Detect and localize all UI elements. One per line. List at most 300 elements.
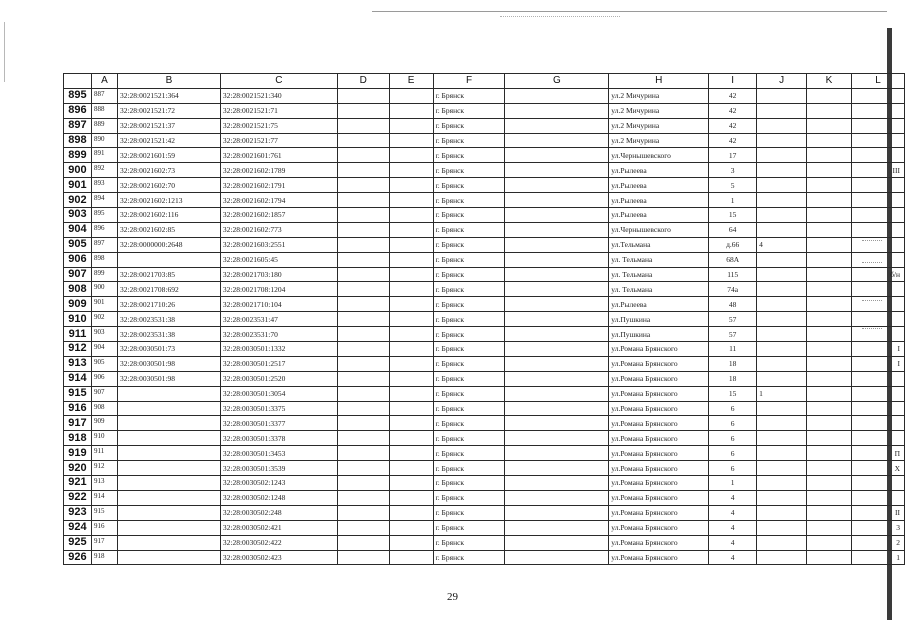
cell-c[interactable]: 32:28:0030502:1248 bbox=[220, 490, 337, 505]
cell-d[interactable] bbox=[337, 178, 389, 193]
cell-j[interactable] bbox=[757, 193, 807, 208]
cell-f[interactable]: г. Брянск bbox=[433, 476, 505, 491]
cell-a[interactable]: 898 bbox=[91, 252, 117, 267]
cell-a[interactable]: 897 bbox=[91, 237, 117, 252]
cell-a[interactable]: 914 bbox=[91, 490, 117, 505]
cell-j[interactable] bbox=[757, 312, 807, 327]
cell-j[interactable] bbox=[757, 222, 807, 237]
cell-e[interactable] bbox=[389, 148, 433, 163]
cell-l[interactable] bbox=[851, 401, 904, 416]
cell-g[interactable] bbox=[505, 342, 609, 357]
cell-d[interactable] bbox=[337, 208, 389, 223]
cell-b[interactable] bbox=[117, 252, 220, 267]
cell-e[interactable] bbox=[389, 193, 433, 208]
cell-g[interactable] bbox=[505, 461, 609, 476]
cell-a[interactable]: 907 bbox=[91, 386, 117, 401]
cell-e[interactable] bbox=[389, 222, 433, 237]
cell-c[interactable]: 32:28:0021521:340 bbox=[220, 88, 337, 103]
cell-l[interactable] bbox=[851, 386, 904, 401]
cell-k[interactable] bbox=[807, 118, 852, 133]
cell-b[interactable] bbox=[117, 520, 220, 535]
row-number[interactable]: 900 bbox=[64, 163, 92, 178]
cell-b[interactable]: 32:28:0021521:37 bbox=[117, 118, 220, 133]
cell-i[interactable]: 3 bbox=[709, 163, 757, 178]
cell-f[interactable]: г. Брянск bbox=[433, 461, 505, 476]
cell-d[interactable] bbox=[337, 550, 389, 565]
cell-j[interactable] bbox=[757, 461, 807, 476]
cell-d[interactable] bbox=[337, 342, 389, 357]
cell-c[interactable]: 32:28:0030502:1243 bbox=[220, 476, 337, 491]
cell-j[interactable]: 4 bbox=[757, 237, 807, 252]
cell-e[interactable] bbox=[389, 386, 433, 401]
cell-e[interactable] bbox=[389, 401, 433, 416]
cell-l[interactable]: II bbox=[851, 505, 904, 520]
cell-b[interactable]: 32:28:0021602:116 bbox=[117, 208, 220, 223]
cell-c[interactable]: 32:28:0030502:423 bbox=[220, 550, 337, 565]
cell-i[interactable]: д.66 bbox=[709, 237, 757, 252]
cell-f[interactable]: г. Брянск bbox=[433, 342, 505, 357]
cell-i[interactable]: 6 bbox=[709, 416, 757, 431]
row-number[interactable]: 924 bbox=[64, 520, 92, 535]
cell-l[interactable] bbox=[851, 312, 904, 327]
cell-d[interactable] bbox=[337, 327, 389, 342]
cell-j[interactable] bbox=[757, 118, 807, 133]
cell-d[interactable] bbox=[337, 148, 389, 163]
cell-f[interactable]: г. Брянск bbox=[433, 178, 505, 193]
cell-e[interactable] bbox=[389, 446, 433, 461]
cell-b[interactable]: 32:28:0021601:59 bbox=[117, 148, 220, 163]
cell-i[interactable]: 115 bbox=[709, 267, 757, 282]
row-number[interactable]: 916 bbox=[64, 401, 92, 416]
cell-j[interactable] bbox=[757, 476, 807, 491]
cell-f[interactable]: г. Брянск bbox=[433, 327, 505, 342]
cell-g[interactable] bbox=[505, 550, 609, 565]
cell-e[interactable] bbox=[389, 163, 433, 178]
cell-i[interactable]: 4 bbox=[709, 535, 757, 550]
cell-h[interactable]: ул.Рылеева bbox=[609, 208, 709, 223]
column-header[interactable]: J bbox=[757, 74, 807, 89]
cell-b[interactable] bbox=[117, 401, 220, 416]
cell-g[interactable] bbox=[505, 237, 609, 252]
cell-i[interactable]: 4 bbox=[709, 520, 757, 535]
cell-d[interactable] bbox=[337, 312, 389, 327]
cell-h[interactable]: ул.2 Мичурина bbox=[609, 133, 709, 148]
cell-k[interactable] bbox=[807, 386, 852, 401]
cell-i[interactable]: 6 bbox=[709, 431, 757, 446]
cell-a[interactable]: 893 bbox=[91, 178, 117, 193]
cell-d[interactable] bbox=[337, 103, 389, 118]
row-number[interactable]: 921 bbox=[64, 476, 92, 491]
cell-b[interactable]: 32:28:0021602:1213 bbox=[117, 193, 220, 208]
cell-g[interactable] bbox=[505, 371, 609, 386]
cell-f[interactable]: г. Брянск bbox=[433, 118, 505, 133]
cell-b[interactable]: 32:28:0023531:38 bbox=[117, 312, 220, 327]
cell-f[interactable]: г. Брянск bbox=[433, 312, 505, 327]
corner-cell[interactable] bbox=[64, 74, 92, 89]
cell-a[interactable]: 908 bbox=[91, 401, 117, 416]
cell-h[interactable]: ул.Рылеева bbox=[609, 297, 709, 312]
cell-d[interactable] bbox=[337, 252, 389, 267]
cell-e[interactable] bbox=[389, 118, 433, 133]
cell-h[interactable]: ул.Пушкина bbox=[609, 312, 709, 327]
cell-g[interactable] bbox=[505, 505, 609, 520]
cell-c[interactable]: 32:28:0030502:248 bbox=[220, 505, 337, 520]
row-number[interactable]: 901 bbox=[64, 178, 92, 193]
cell-c[interactable]: 32:28:0021521:75 bbox=[220, 118, 337, 133]
cell-e[interactable] bbox=[389, 312, 433, 327]
cell-f[interactable]: г. Брянск bbox=[433, 401, 505, 416]
cell-i[interactable]: 57 bbox=[709, 312, 757, 327]
cell-k[interactable] bbox=[807, 550, 852, 565]
cell-g[interactable] bbox=[505, 282, 609, 297]
cell-e[interactable] bbox=[389, 476, 433, 491]
cell-d[interactable] bbox=[337, 237, 389, 252]
cell-e[interactable] bbox=[389, 208, 433, 223]
cell-h[interactable]: ул.Романа Брянского bbox=[609, 461, 709, 476]
cell-e[interactable] bbox=[389, 267, 433, 282]
cell-l[interactable] bbox=[851, 297, 904, 312]
cell-h[interactable]: ул.2 Мичурина bbox=[609, 88, 709, 103]
cell-d[interactable] bbox=[337, 401, 389, 416]
cell-k[interactable] bbox=[807, 193, 852, 208]
cell-h[interactable]: ул.Тельмана bbox=[609, 237, 709, 252]
cell-l[interactable]: 3 bbox=[851, 520, 904, 535]
cell-k[interactable] bbox=[807, 163, 852, 178]
cell-j[interactable]: 1 bbox=[757, 386, 807, 401]
cell-i[interactable]: 15 bbox=[709, 208, 757, 223]
cell-g[interactable] bbox=[505, 327, 609, 342]
cell-h[interactable]: ул. Тельмана bbox=[609, 252, 709, 267]
cell-c[interactable]: 32:28:0030501:1332 bbox=[220, 342, 337, 357]
cell-b[interactable] bbox=[117, 505, 220, 520]
cell-j[interactable] bbox=[757, 356, 807, 371]
row-number[interactable]: 925 bbox=[64, 535, 92, 550]
cell-b[interactable]: 32:28:0030501:98 bbox=[117, 371, 220, 386]
cell-c[interactable]: 32:28:0030502:421 bbox=[220, 520, 337, 535]
cell-f[interactable]: г. Брянск bbox=[433, 490, 505, 505]
cell-c[interactable]: 32:28:0030501:3054 bbox=[220, 386, 337, 401]
cell-a[interactable]: 911 bbox=[91, 446, 117, 461]
cell-i[interactable]: 18 bbox=[709, 356, 757, 371]
cell-c[interactable]: 32:28:0030501:3377 bbox=[220, 416, 337, 431]
cell-j[interactable] bbox=[757, 252, 807, 267]
cell-e[interactable] bbox=[389, 520, 433, 535]
cell-c[interactable]: 32:28:0030501:3539 bbox=[220, 461, 337, 476]
cell-a[interactable]: 901 bbox=[91, 297, 117, 312]
cell-l[interactable] bbox=[851, 431, 904, 446]
cell-g[interactable] bbox=[505, 133, 609, 148]
cell-a[interactable]: 887 bbox=[91, 88, 117, 103]
cell-e[interactable] bbox=[389, 342, 433, 357]
cell-h[interactable]: ул.Романа Брянского bbox=[609, 356, 709, 371]
cell-d[interactable] bbox=[337, 461, 389, 476]
cell-d[interactable] bbox=[337, 282, 389, 297]
cell-h[interactable]: ул.Чернышевского bbox=[609, 222, 709, 237]
cell-a[interactable]: 910 bbox=[91, 431, 117, 446]
cell-f[interactable]: г. Брянск bbox=[433, 535, 505, 550]
row-number[interactable]: 910 bbox=[64, 312, 92, 327]
cell-g[interactable] bbox=[505, 163, 609, 178]
cell-h[interactable]: ул.Романа Брянского bbox=[609, 386, 709, 401]
cell-e[interactable] bbox=[389, 505, 433, 520]
cell-g[interactable] bbox=[505, 386, 609, 401]
row-number[interactable]: 917 bbox=[64, 416, 92, 431]
cell-h[interactable]: ул.Романа Брянского bbox=[609, 535, 709, 550]
cell-i[interactable]: 6 bbox=[709, 446, 757, 461]
cell-f[interactable]: г. Брянск bbox=[433, 148, 505, 163]
cell-g[interactable] bbox=[505, 416, 609, 431]
cell-c[interactable]: 32:28:0030501:3453 bbox=[220, 446, 337, 461]
cell-j[interactable] bbox=[757, 267, 807, 282]
cell-f[interactable]: г. Брянск bbox=[433, 446, 505, 461]
cell-c[interactable]: 32:28:0023531:70 bbox=[220, 327, 337, 342]
cell-c[interactable]: 32:28:0021605:45 bbox=[220, 252, 337, 267]
cell-c[interactable]: 32:28:0021708:1204 bbox=[220, 282, 337, 297]
column-header[interactable]: E bbox=[389, 74, 433, 89]
cell-e[interactable] bbox=[389, 461, 433, 476]
cell-b[interactable]: 32:28:0021710:26 bbox=[117, 297, 220, 312]
cell-a[interactable]: 899 bbox=[91, 267, 117, 282]
row-number[interactable]: 914 bbox=[64, 371, 92, 386]
cell-i[interactable]: 4 bbox=[709, 490, 757, 505]
cell-l[interactable]: 2 bbox=[851, 535, 904, 550]
cell-f[interactable]: г. Брянск bbox=[433, 282, 505, 297]
cell-a[interactable]: 890 bbox=[91, 133, 117, 148]
column-header[interactable]: G bbox=[505, 74, 609, 89]
cell-a[interactable]: 916 bbox=[91, 520, 117, 535]
column-header[interactable]: L bbox=[851, 74, 904, 89]
cell-c[interactable]: 32:28:0030501:3378 bbox=[220, 431, 337, 446]
cell-h[interactable]: ул.Романа Брянского bbox=[609, 446, 709, 461]
cell-f[interactable]: г. Брянск bbox=[433, 237, 505, 252]
cell-l[interactable] bbox=[851, 490, 904, 505]
cell-i[interactable]: 74а bbox=[709, 282, 757, 297]
cell-e[interactable] bbox=[389, 490, 433, 505]
cell-k[interactable] bbox=[807, 178, 852, 193]
column-header[interactable]: F bbox=[433, 74, 505, 89]
cell-j[interactable] bbox=[757, 148, 807, 163]
cell-a[interactable]: 905 bbox=[91, 356, 117, 371]
cell-b[interactable] bbox=[117, 535, 220, 550]
cell-e[interactable] bbox=[389, 237, 433, 252]
cell-k[interactable] bbox=[807, 267, 852, 282]
cell-l[interactable]: X bbox=[851, 461, 904, 476]
cell-d[interactable] bbox=[337, 193, 389, 208]
cell-c[interactable]: 32:28:0023531:47 bbox=[220, 312, 337, 327]
cell-h[interactable]: ул.2 Мичурина bbox=[609, 118, 709, 133]
cell-h[interactable]: ул. Тельмана bbox=[609, 267, 709, 282]
cell-a[interactable]: 909 bbox=[91, 416, 117, 431]
cell-e[interactable] bbox=[389, 327, 433, 342]
cell-d[interactable] bbox=[337, 416, 389, 431]
row-number[interactable]: 905 bbox=[64, 237, 92, 252]
cell-h[interactable]: ул.Романа Брянского bbox=[609, 476, 709, 491]
cell-h[interactable]: ул.Романа Брянского bbox=[609, 550, 709, 565]
row-number[interactable]: 919 bbox=[64, 446, 92, 461]
cell-k[interactable] bbox=[807, 342, 852, 357]
cell-f[interactable]: г. Брянск bbox=[433, 356, 505, 371]
cell-h[interactable]: ул.Романа Брянского bbox=[609, 520, 709, 535]
cell-l[interactable] bbox=[851, 222, 904, 237]
cell-a[interactable]: 894 bbox=[91, 193, 117, 208]
cell-b[interactable]: 32:28:0021602:70 bbox=[117, 178, 220, 193]
column-header[interactable]: B bbox=[117, 74, 220, 89]
cell-a[interactable]: 902 bbox=[91, 312, 117, 327]
cell-j[interactable] bbox=[757, 208, 807, 223]
cell-d[interactable] bbox=[337, 371, 389, 386]
cell-g[interactable] bbox=[505, 312, 609, 327]
cell-c[interactable]: 32:28:0021521:77 bbox=[220, 133, 337, 148]
cell-g[interactable] bbox=[505, 222, 609, 237]
cell-h[interactable]: ул.Романа Брянского bbox=[609, 371, 709, 386]
cell-a[interactable]: 918 bbox=[91, 550, 117, 565]
cell-e[interactable] bbox=[389, 297, 433, 312]
row-number[interactable]: 923 bbox=[64, 505, 92, 520]
cell-b[interactable] bbox=[117, 416, 220, 431]
row-number[interactable]: 904 bbox=[64, 222, 92, 237]
cell-a[interactable]: 906 bbox=[91, 371, 117, 386]
cell-j[interactable] bbox=[757, 282, 807, 297]
cell-b[interactable]: 32:28:0021602:73 bbox=[117, 163, 220, 178]
column-header[interactable]: D bbox=[337, 74, 389, 89]
cell-h[interactable]: ул.Романа Брянского bbox=[609, 431, 709, 446]
cell-h[interactable]: ул.Рылеева bbox=[609, 193, 709, 208]
cell-g[interactable] bbox=[505, 535, 609, 550]
cell-e[interactable] bbox=[389, 88, 433, 103]
cell-f[interactable]: г. Брянск bbox=[433, 416, 505, 431]
column-header[interactable]: K bbox=[807, 74, 852, 89]
cell-i[interactable]: 42 bbox=[709, 133, 757, 148]
row-number[interactable]: 897 bbox=[64, 118, 92, 133]
cell-d[interactable] bbox=[337, 505, 389, 520]
cell-h[interactable]: ул. Тельмана bbox=[609, 282, 709, 297]
cell-e[interactable] bbox=[389, 416, 433, 431]
cell-l[interactable] bbox=[851, 208, 904, 223]
cell-i[interactable]: 48 bbox=[709, 297, 757, 312]
cell-b[interactable] bbox=[117, 386, 220, 401]
cell-j[interactable] bbox=[757, 550, 807, 565]
column-header[interactable]: H bbox=[609, 74, 709, 89]
cell-e[interactable] bbox=[389, 282, 433, 297]
cell-l[interactable] bbox=[851, 476, 904, 491]
cell-g[interactable] bbox=[505, 297, 609, 312]
cell-l[interactable] bbox=[851, 416, 904, 431]
cell-d[interactable] bbox=[337, 356, 389, 371]
row-number[interactable]: 913 bbox=[64, 356, 92, 371]
cell-c[interactable]: 32:28:0021521:71 bbox=[220, 103, 337, 118]
cell-b[interactable] bbox=[117, 490, 220, 505]
cell-e[interactable] bbox=[389, 252, 433, 267]
cell-j[interactable] bbox=[757, 446, 807, 461]
cell-l[interactable] bbox=[851, 118, 904, 133]
cell-h[interactable]: ул.Романа Брянского bbox=[609, 490, 709, 505]
row-number[interactable]: 920 bbox=[64, 461, 92, 476]
cell-i[interactable]: 1 bbox=[709, 193, 757, 208]
cell-l[interactable] bbox=[851, 133, 904, 148]
cell-c[interactable]: 32:28:0030502:422 bbox=[220, 535, 337, 550]
cell-g[interactable] bbox=[505, 356, 609, 371]
cell-e[interactable] bbox=[389, 535, 433, 550]
cell-d[interactable] bbox=[337, 490, 389, 505]
row-number[interactable]: 898 bbox=[64, 133, 92, 148]
cell-j[interactable] bbox=[757, 431, 807, 446]
cell-j[interactable] bbox=[757, 371, 807, 386]
cell-b[interactable]: 32:28:0021602:85 bbox=[117, 222, 220, 237]
cell-l[interactable] bbox=[851, 193, 904, 208]
cell-f[interactable]: г. Брянск bbox=[433, 267, 505, 282]
cell-g[interactable] bbox=[505, 118, 609, 133]
cell-i[interactable]: 5 bbox=[709, 178, 757, 193]
cell-k[interactable] bbox=[807, 356, 852, 371]
row-number[interactable]: 895 bbox=[64, 88, 92, 103]
row-number[interactable]: 915 bbox=[64, 386, 92, 401]
cell-f[interactable]: г. Брянск bbox=[433, 386, 505, 401]
cell-i[interactable]: 42 bbox=[709, 118, 757, 133]
cell-c[interactable]: 32:28:0021603:2551 bbox=[220, 237, 337, 252]
cell-g[interactable] bbox=[505, 178, 609, 193]
cell-l[interactable]: I bbox=[851, 356, 904, 371]
cell-c[interactable]: 32:28:0021602:1789 bbox=[220, 163, 337, 178]
cell-b[interactable]: 32:28:0021521:364 bbox=[117, 88, 220, 103]
cell-k[interactable] bbox=[807, 312, 852, 327]
cell-f[interactable]: г. Брянск bbox=[433, 520, 505, 535]
cell-l[interactable] bbox=[851, 178, 904, 193]
cell-j[interactable] bbox=[757, 327, 807, 342]
cell-k[interactable] bbox=[807, 505, 852, 520]
cell-b[interactable]: 32:28:0030501:98 bbox=[117, 356, 220, 371]
cell-h[interactable]: ул.2 Мичурина bbox=[609, 103, 709, 118]
cell-k[interactable] bbox=[807, 103, 852, 118]
cell-k[interactable] bbox=[807, 490, 852, 505]
cell-c[interactable]: 32:28:0021710:104 bbox=[220, 297, 337, 312]
cell-a[interactable]: 903 bbox=[91, 327, 117, 342]
row-number[interactable]: 909 bbox=[64, 297, 92, 312]
cell-g[interactable] bbox=[505, 520, 609, 535]
cell-i[interactable]: 15 bbox=[709, 386, 757, 401]
cell-h[interactable]: ул.Рылеева bbox=[609, 163, 709, 178]
cell-h[interactable]: ул.Романа Брянского bbox=[609, 401, 709, 416]
cell-k[interactable] bbox=[807, 371, 852, 386]
cell-e[interactable] bbox=[389, 178, 433, 193]
cell-f[interactable]: г. Брянск bbox=[433, 133, 505, 148]
cell-h[interactable]: ул.Романа Брянского bbox=[609, 416, 709, 431]
cell-k[interactable] bbox=[807, 446, 852, 461]
cell-g[interactable] bbox=[505, 476, 609, 491]
cell-b[interactable] bbox=[117, 550, 220, 565]
cell-a[interactable]: 900 bbox=[91, 282, 117, 297]
cell-d[interactable] bbox=[337, 535, 389, 550]
cell-a[interactable]: 904 bbox=[91, 342, 117, 357]
cell-g[interactable] bbox=[505, 208, 609, 223]
cell-c[interactable]: 32:28:0021602:773 bbox=[220, 222, 337, 237]
cell-b[interactable] bbox=[117, 431, 220, 446]
cell-j[interactable] bbox=[757, 88, 807, 103]
cell-g[interactable] bbox=[505, 401, 609, 416]
cell-c[interactable]: 32:28:0021703:180 bbox=[220, 267, 337, 282]
cell-j[interactable] bbox=[757, 490, 807, 505]
cell-l[interactable] bbox=[851, 252, 904, 267]
cell-e[interactable] bbox=[389, 133, 433, 148]
cell-i[interactable]: 1 bbox=[709, 476, 757, 491]
cell-d[interactable] bbox=[337, 163, 389, 178]
row-number[interactable]: 906 bbox=[64, 252, 92, 267]
cell-c[interactable]: 32:28:0030501:3375 bbox=[220, 401, 337, 416]
cell-e[interactable] bbox=[389, 431, 433, 446]
cell-k[interactable] bbox=[807, 461, 852, 476]
cell-l[interactable] bbox=[851, 103, 904, 118]
cell-a[interactable]: 913 bbox=[91, 476, 117, 491]
cell-k[interactable] bbox=[807, 297, 852, 312]
